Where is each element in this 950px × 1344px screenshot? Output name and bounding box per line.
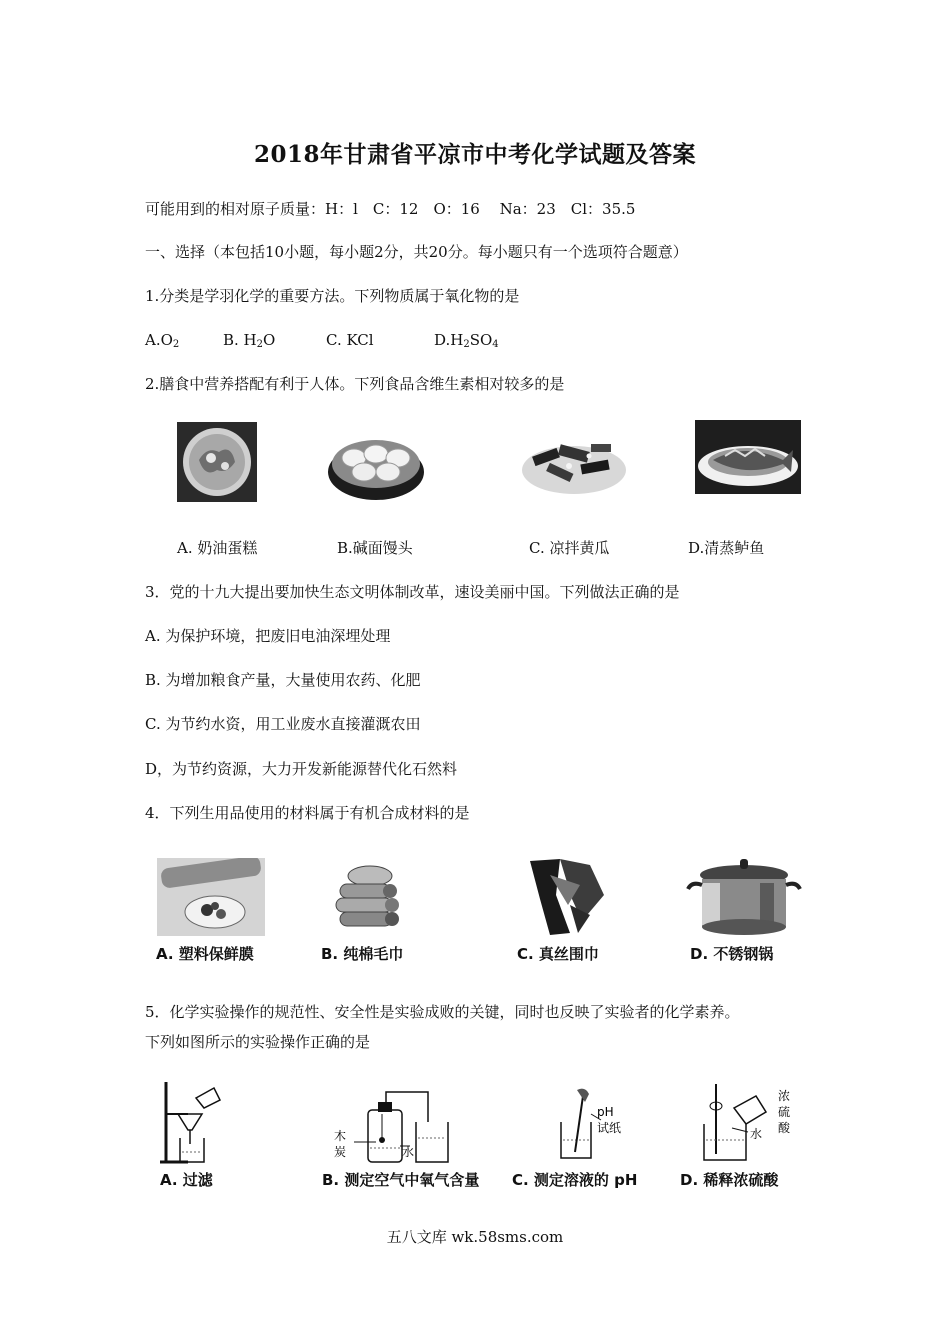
cake-image <box>177 422 257 502</box>
acid-dilution-apparatus-image <box>700 1080 800 1166</box>
question-3-stem: 3．党的十九大提出要加快生态文明体制改革，速设美丽中国。下列做法正确的是 <box>145 583 680 601</box>
oxygen-measurement-apparatus-image <box>330 1082 460 1168</box>
water-label-b: 水 <box>402 1145 415 1159</box>
question-5-stem-line-1: 5．化学实验操作的规范性、安全性是实验成败的关键，同时也反映了实验者的化学素养。 <box>145 1003 740 1021</box>
ph-label-line-1: pH <box>597 1105 614 1119</box>
acid-label-line-1: 浓 <box>778 1089 791 1103</box>
footer-watermark[interactable]: 五八文库 wk.58sms.com <box>386 1228 564 1246</box>
question-1-option-b: B. $H_2O$ <box>223 331 276 350</box>
question-2-option-c: C. 凉拌黄瓜 <box>529 539 610 557</box>
question-5-option-b: B. 测定空气中氧气含量 <box>322 1171 480 1189</box>
steamed-fish-image <box>695 420 801 494</box>
water-label-d: 水 <box>750 1127 763 1141</box>
cucumber-salad-image <box>519 426 629 498</box>
question-3-option-b: B. 为增加粮食产量，大量使用农药、化肥 <box>145 671 421 689</box>
acid-label-line-3: 酸 <box>778 1121 791 1135</box>
question-2-option-d: D.清蒸鲈鱼 <box>688 539 765 557</box>
question-3-option-c: C. 为节约水资，用工业废水直接灌溉农田 <box>145 715 421 733</box>
question-1-stem: 1.分类是学羽化学的重要方法。下列物质属于氧化物的是 <box>145 287 520 305</box>
question-4-option-b: B. 纯棉毛巾 <box>321 945 404 963</box>
question-5-option-a: A. 过滤 <box>160 1171 213 1189</box>
question-5-option-d: D. 稀释浓硫酸 <box>680 1171 779 1189</box>
question-1-option-d: $D.H_2SO_4$ <box>434 331 499 350</box>
charcoal-label-bottom: 炭 <box>334 1145 347 1159</box>
question-5-option-c: C. 测定溶液的 pH <box>512 1171 638 1189</box>
question-4-stem: 4．下列生用品使用的材料属于有机合成材料的是 <box>145 804 470 822</box>
stainless-steel-pot-image <box>684 853 804 939</box>
filtration-apparatus-image <box>158 1078 226 1166</box>
question-2-option-b: B.碱面馒头 <box>337 539 413 557</box>
question-5-stem-line-2: 下列如图所示的实验操作正确的是 <box>145 1033 371 1051</box>
question-4-option-c: C. 真丝围巾 <box>517 945 599 963</box>
question-2-stem: 2.膳食中营养搭配有利于人体。下列食品含维生素相对较多的是 <box>145 375 565 393</box>
ph-test-apparatus-image <box>555 1086 635 1164</box>
question-1-option-c: C. KCl <box>326 331 374 349</box>
question-1-option-a: $A.O_2$ <box>145 331 180 350</box>
question-3-option-a: A. 为保护环境，把废旧电油深埋处理 <box>145 627 391 645</box>
plastic-wrap-image <box>157 858 265 936</box>
atomic-masses: 可能用到的相对原子质量：H：l C：12 O：16 Na：23 Cl：35.5 <box>145 200 636 218</box>
section-heading: 一、选择（本包括10小题，每小题2分，共20分。每小题只有一个选项符合题意） <box>145 243 688 261</box>
question-3-option-d: D，为节约资源，大力开发新能源替代化石然料 <box>145 760 458 778</box>
question-2-option-a: A. 奶油蛋糕 <box>177 539 258 557</box>
silk-scarf-image <box>520 855 610 937</box>
charcoal-label-top: 木 <box>334 1129 347 1143</box>
question-4-option-a: A. 塑料保鲜膜 <box>156 945 254 963</box>
acid-label-line-2: 硫 <box>778 1105 791 1119</box>
steamed-buns-image <box>326 422 426 502</box>
question-4-option-d: D. 不锈钢锅 <box>690 945 774 963</box>
cotton-towel-image <box>330 858 408 932</box>
page-title: 2018年甘肃省平凉市中考化学试题及答案 <box>253 141 696 168</box>
ph-label-line-2: 试纸 <box>597 1121 622 1135</box>
